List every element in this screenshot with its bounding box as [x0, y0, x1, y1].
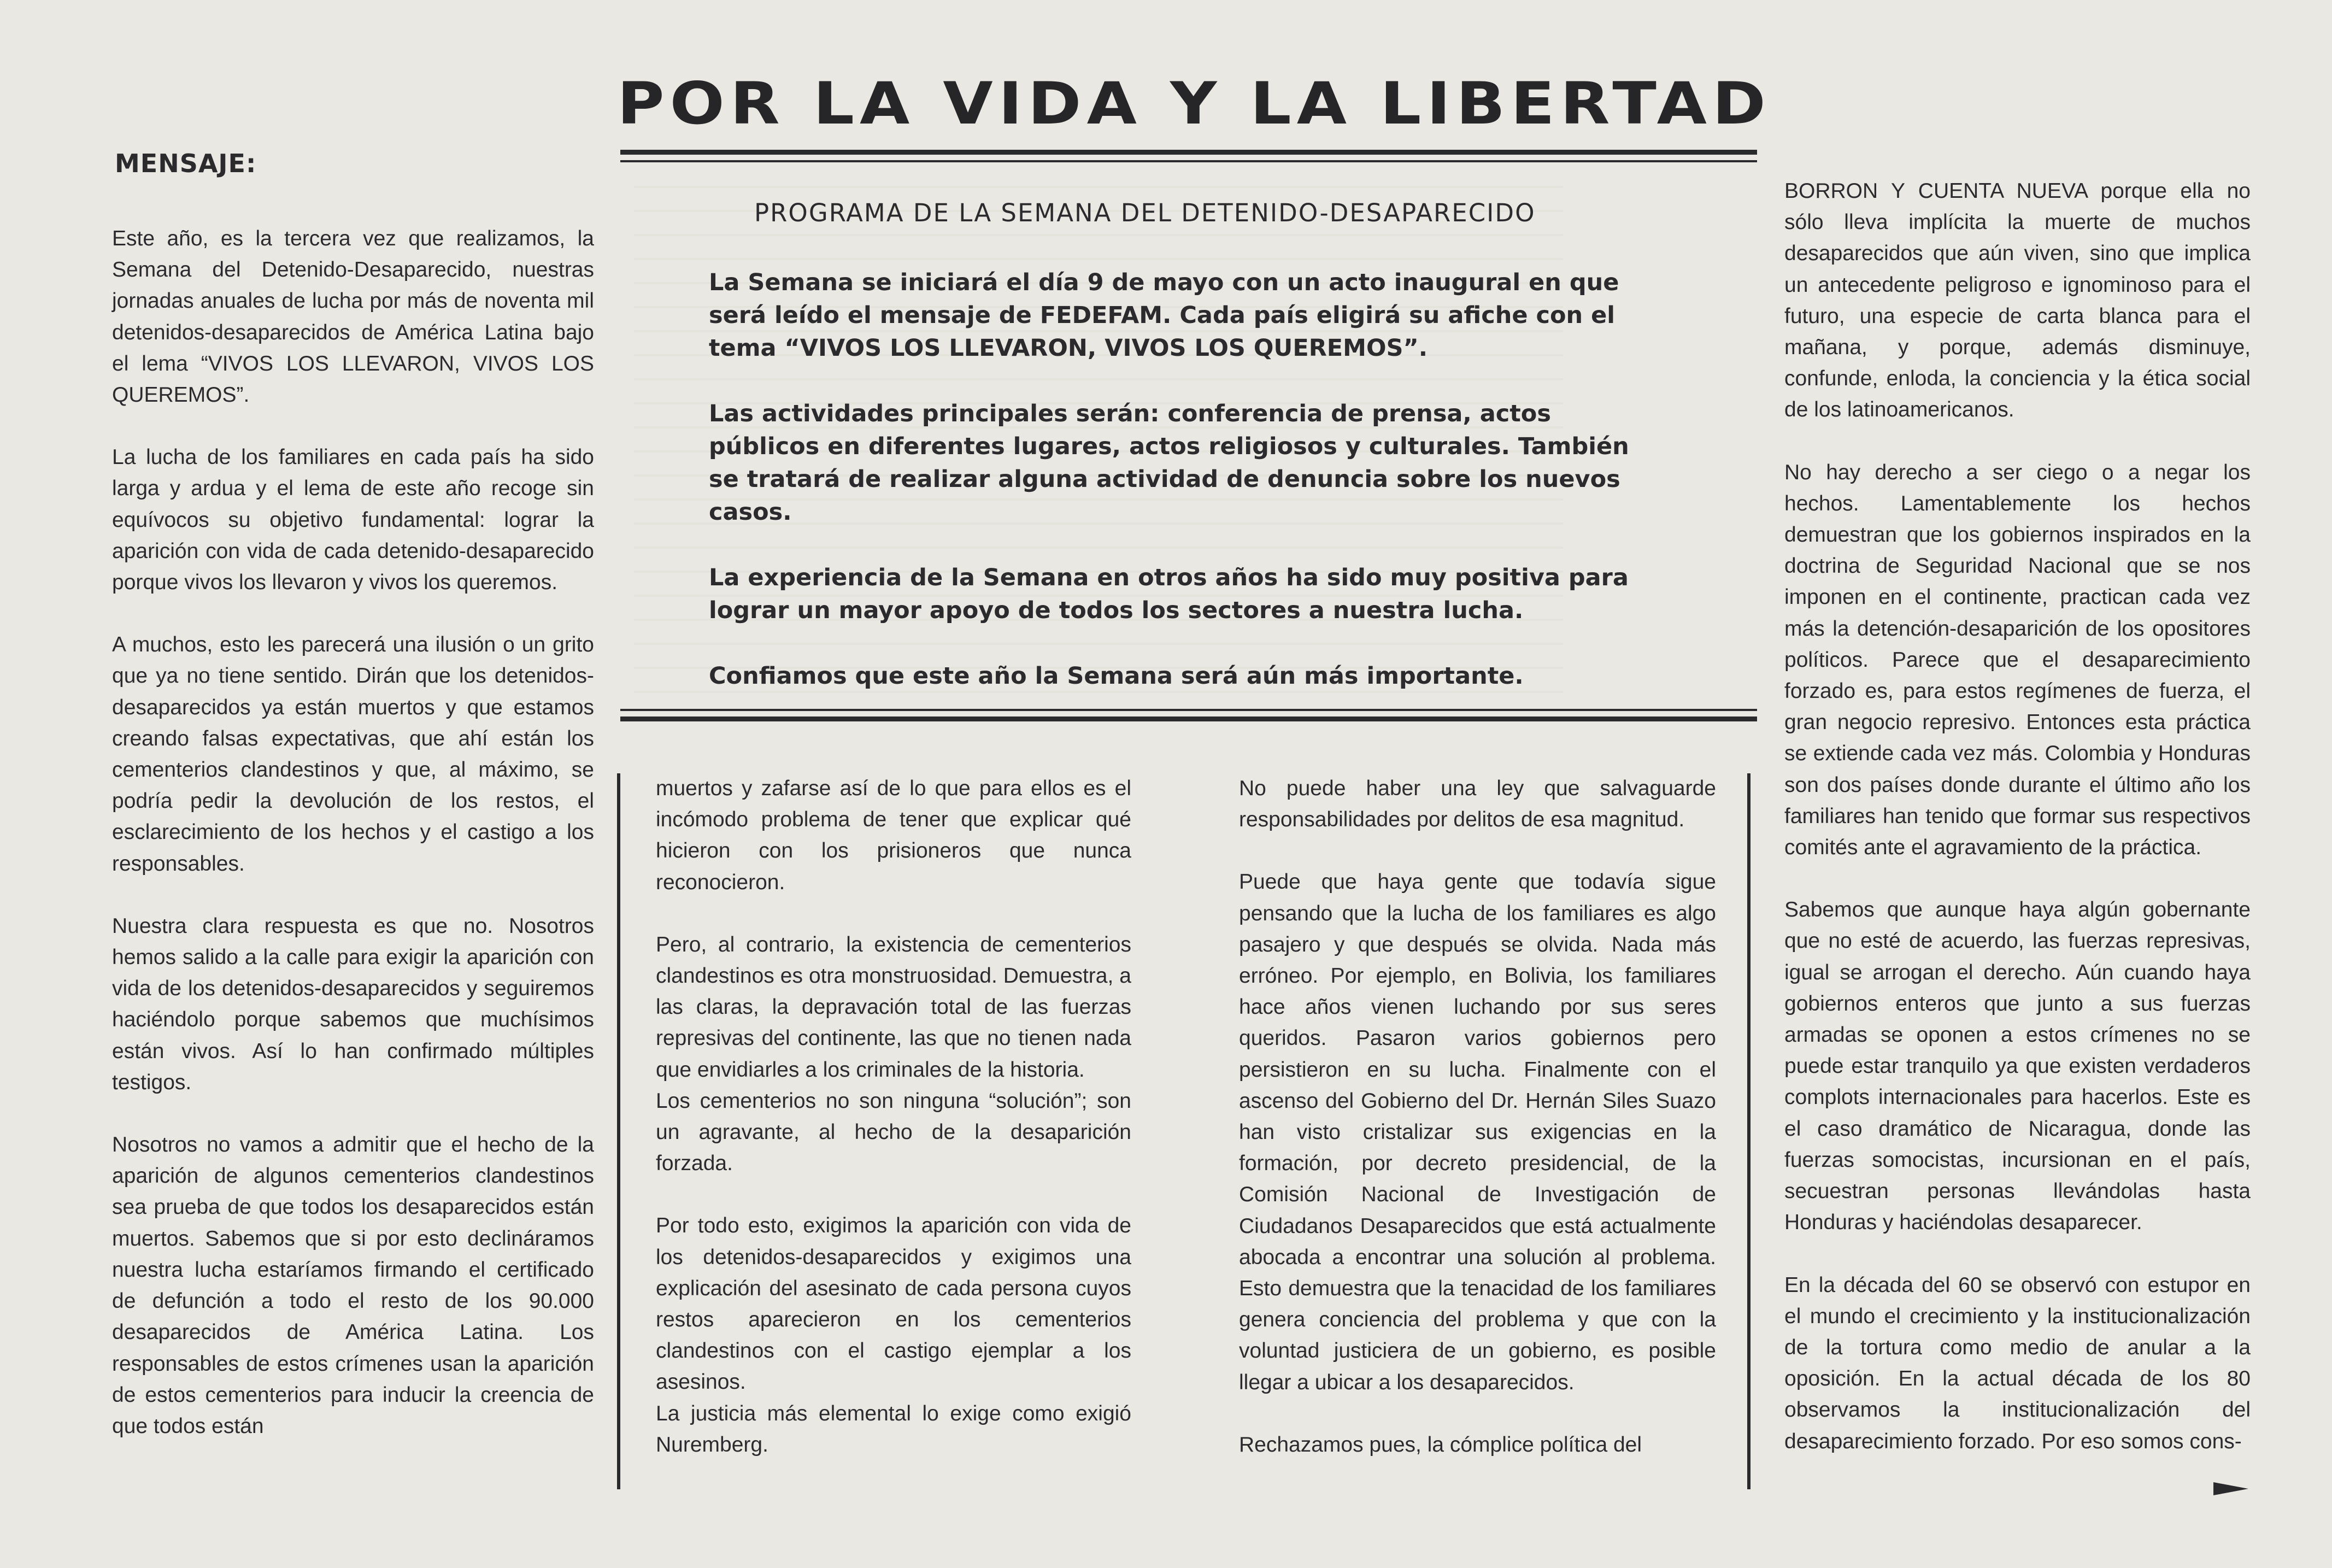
programa-body [709, 266, 1660, 725]
column-divider-left [617, 773, 620, 1489]
programa-title: PROGRAMA DE LA SEMANA DEL DETENIDO-DESAPARECIDO [754, 198, 1536, 227]
column-three-paragraph: Rechazamos pues, la cómplice política del [1239, 1432, 1642, 1457]
programa-paragraph: Confiamos que este año la Semana será aún más importante. [709, 662, 1524, 690]
mensaje-paragraph: Nuestra clara respuesta es que no. Nosotros hemos salido a la calle para exigir la aparición con vida de los detenidos-desaparecidos y seguiremos haciéndolo porque sabemos que muchísimos están vivos. Así lo han confirmado múltiples testigos. [112, 914, 594, 1094]
column-three-paragraph: No puede haber una ley que salvaguarde responsabilidades por delitos de esa magnitud. [1239, 777, 1716, 832]
continue-arrow-icon [2213, 1482, 2248, 1495]
column-four [1784, 175, 2251, 1488]
column-four-paragraph: BORRON Y CUENTA NUEVA porque ella no sólo lleva implícita la muerte de muchos desaparecidos que aún viven, sino que implica un antecedente peligroso e ignominoso para el futuro, una especie de carta blanca para el mañana, y porque, además disminuye, confunde, enloda, la conciencia y la ética social de los latinoamericanos. [1784, 179, 2251, 422]
column-two [656, 773, 1131, 1491]
programa-rule-top [620, 709, 1757, 711]
headline-rule-top [620, 150, 1757, 155]
mensaje-paragraph: A muchos, esto les parecerá una ilusión o un grito que ya no tiene sentido. Dirán que los detenidos-desaparecidos ya están muertos y que estamos creando falsas expectativas, que ahí están los cementerios clandestinos y que, al máximo, se podría pedir la devolución de los restos, el esclarecimiento de los hechos y el castigo a los responsables. [112, 633, 594, 876]
programa-paragraph: La Semana se iniciará el día 9 de mayo con un acto inaugural en que será leído el mensaje de FEDEFAM. Cada país eligirá su afiche con el tema “VIVOS LOS LLEVARON, VIVOS LOS QUEREMOS”. [709, 269, 1619, 362]
headline-rule-bottom [620, 160, 1757, 162]
column-three-paragraph: Puede que haya gente que todavía sigue pensando que la lucha de los familiares es algo pasajero y que después se olvida. Nada más erróneo. Por ejemplo, en Bolivia, los familiares hace años vienen luchando por sus seres queridos. Pasaron varios gobiernos pero persistieron en su lucha. Finalmente con el ascenso del Gobierno del Dr. Hernán Siles Suazo han visto cristalizar sus exigencias en la formación, por decreto presidencial, de la Comisión Nacional de Investigación de Ciudadanos Desaparecidos que está actualmente abocada a encontrar una solución al problema. Esto demuestra que la tenacidad de los familiares genera conciencia del problema y que con la voluntad justiciera de un gobierno, es posible llegar a ubicar a los desaparecidos. [1239, 870, 1716, 1394]
programa-paragraph: Las actividades principales serán: conferencia de prensa, actos públicos en diferentes lugares, actos religiosos y culturales. También se tratará de realizar alguna actividad de denuncia sobre los nuevos casos. [709, 400, 1629, 526]
column-four-paragraph: Sabemos que aunque haya algún gobernante que no esté de acuerdo, las fuerzas represivas, igual se arrogan el derecho. Aún cuando haya gobiernos enteros que junto a sus fuerzas armadas se oponen a estos crímenes no se puede estar tranquilo ya que existen verdaderos complots internacionales para hacerlos. Este es el caso dramático de Nicaragua, donde las fuerzas somocistas, incursionan en el país, secuestran personas llevándolas hasta Honduras y haciéndolas desaparecer. [1784, 898, 2251, 1235]
mensaje-title: MENSAJE: [115, 149, 257, 178]
mensaje-column [112, 223, 594, 1473]
programa-rule-bottom [620, 717, 1757, 721]
programa-paragraph: La experiencia de la Semana en otros años ha sido muy positiva para lograr un mayor apoyo de todos los sectores a nuestra lucha. [709, 564, 1629, 624]
headline: POR LA VIDA Y LA LIBERTAD [617, 69, 1771, 138]
column-two-paragraph: Pero, al contrario, la existencia de cementerios clandestinos es otra monstruosidad. Demuestra, a las claras, la depravación total de las fuerzas represivas del continente, las que no tienen nada que envidiarles a los criminales de la historia. [656, 932, 1131, 1082]
mensaje-paragraph: Nosotros no vamos a admitir que el hecho de la aparición de algunos cementerios clandestinos sea prueba de que todos los desaparecidos están muertos. Sabemos que si por esto declináramos nuestra lucha estaríamos firmando el certificado de defunción a todo el resto de los 90.000 desaparecidos de América Latina. Los responsables de estos crímenes usan la aparición de estos cementerios para inducir la creencia de que todos están [112, 1133, 594, 1438]
column-three [1239, 773, 1716, 1491]
column-four-paragraph: No hay derecho a ser ciego o a negar los hechos. Lamentablemente los hechos demuestran que los gobiernos inspirados en la doctrina de Seguridad Nacional que se nos imponen en el continente, practican cada vez más la detención-desaparición de los opositores políticos. Parece que el desaparecimiento forzado es, para estos regímenes de fuerza, el gran negocio represivo. Entonces esta práctica se extiende cada vez más. Colombia y Honduras son dos países donde durante el último año los familiares han tenido que formar sus respectivos comités ante el agravamiento de la práctica. [1784, 460, 2251, 860]
column-divider-right [1747, 773, 1751, 1489]
column-two-paragraph: Los cementerios no son ninguna “solución”; son un agravante, al hecho de la desaparición forzada. [656, 1089, 1131, 1176]
mensaje-paragraph: Este año, es la tercera vez que realizamos, la Semana del Detenido-Desaparecido, nuestras jornadas anuales de lucha por más de noventa mil detenidos-desaparecidos de América Latina bajo el lema “VIVOS LOS LLEVARON, VIVOS LOS QUEREMOS”. [112, 227, 594, 407]
column-two-paragraph: La justicia más elemental lo exige como exigió Nuremberg. [656, 1401, 1131, 1457]
column-two-paragraph: Por todo esto, exigimos la aparición con vida de los detenidos-desaparecidos y exigimos una explicación del asesinato de cada persona cuyos restos aparecieron en los cementerios clandestinos con el castigo ejemplar a los asesinos. [656, 1214, 1131, 1394]
column-four-paragraph: En la década del 60 se observó con estupor en el mundo el crecimiento y la institucionalización de la tortura como medio de anular a la oposición. En la actual década de los 80 observamos la institucionalización del desaparecimiento forzado. Por eso somos cons- [1784, 1273, 2251, 1453]
mensaje-paragraph: La lucha de los familiares en cada país ha sido larga y ardua y el lema de este año recoge sin equívocos su objetivo fundamental: lograr la aparición con vida de cada detenido-desaparecido porque vivos los llevaron y vivos los queremos. [112, 445, 594, 595]
column-two-paragraph: muertos y zafarse así de lo que para ellos es el incómodo problema de tener que explicar qué hicieron con los prisioneros que nunca reconocieron. [656, 777, 1131, 894]
